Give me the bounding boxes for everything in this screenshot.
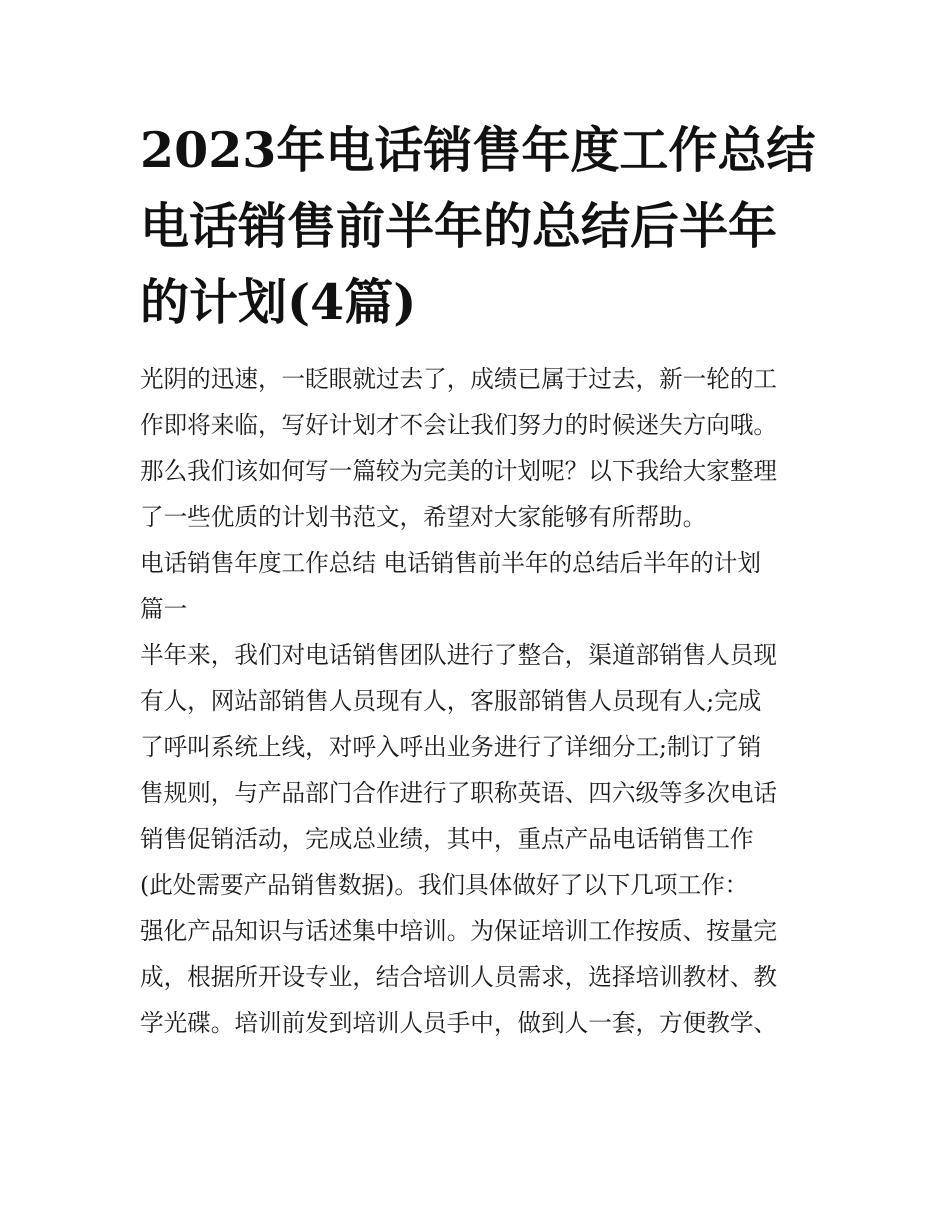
title-line: 2023年电话销售年度工作总结 <box>140 121 816 179</box>
body-line: 有人，网站部销售人员现有人，客服部销售人员现有人;完成 <box>140 687 762 715</box>
document-body <box>140 356 820 1046</box>
document-title <box>140 112 820 340</box>
body-line: 强化产品知识与话述集中培训。为保证培训工作按质、按量完 <box>140 917 778 945</box>
body-line: 销售促销活动，完成总业绩，其中，重点产品电话销售工作 <box>140 825 754 853</box>
body-line: 了呼叫系统上线，对呼入呼出业务进行了详细分工;制订了销 <box>140 733 762 761</box>
body-line: 作即将来临，写好计划才不会让我们努力的时候迷失方向哦。 <box>140 411 778 439</box>
body-line: 售规则，与产品部门合作进行了职称英语、四六级等多次电话 <box>140 779 778 807</box>
section-heading-line: 电话销售年度工作总结 电话销售前半年的总结后半年的计划 <box>140 549 761 577</box>
title-line: 的计划(4篇) <box>140 273 417 331</box>
body-line: 半年来，我们对电话销售团队进行了整合，渠道部销售人员现 <box>140 641 778 669</box>
title-line: 电话销售前半年的总结后半年 <box>140 197 778 255</box>
section-heading-line: 篇一 <box>140 595 188 623</box>
body-line: 成，根据所开设专业，结合培训人员需求，选择培训教材、教 <box>140 963 778 991</box>
body-line: 那么我们该如何写一篇较为完美的计划呢？以下我给大家整理 <box>140 457 778 485</box>
body-line: (此处需要产品销售数据)。我们具体做好了以下几项工作： <box>140 871 749 899</box>
body-line: 学光碟。培训前发到培训人员手中，做到人一套，方便教学、 <box>140 1009 778 1037</box>
body-line: 了一些优质的计划书范文，希望对大家能够有所帮助。 <box>140 503 707 531</box>
body-line: 光阴的迅速，一眨眼就过去了，成绩已属于过去，新一轮的工 <box>140 365 778 393</box>
